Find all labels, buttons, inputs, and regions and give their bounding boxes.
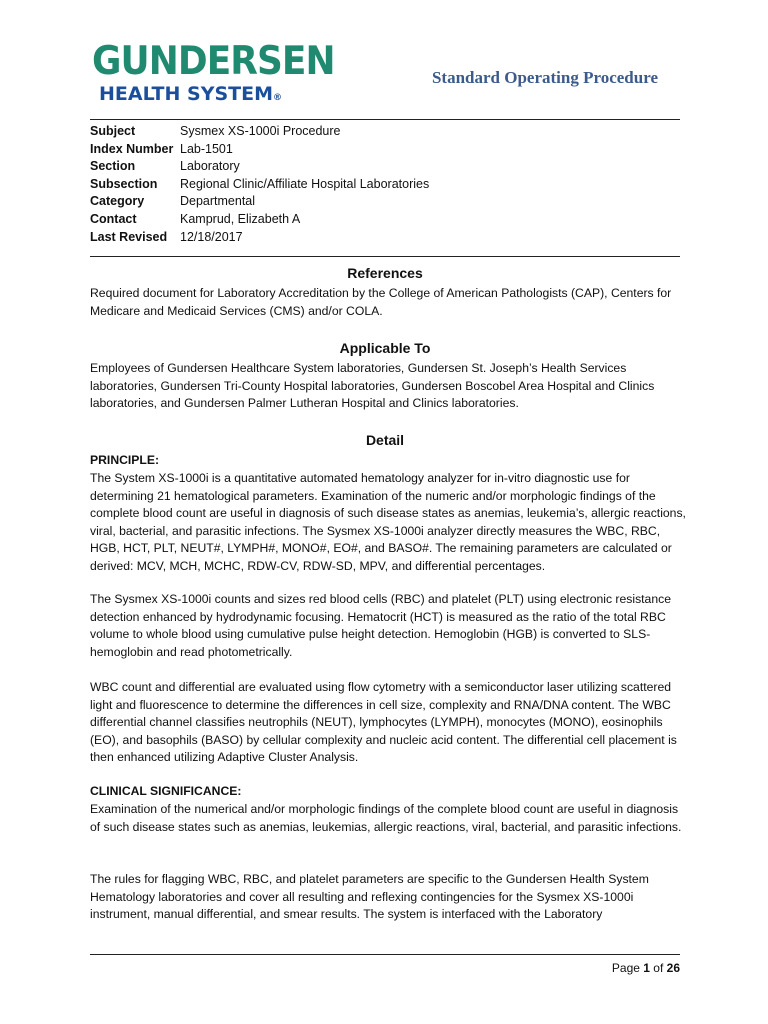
meta-row-section <box>90 158 429 176</box>
gundersen-logo <box>92 39 335 109</box>
meta-label: Contact <box>90 211 137 226</box>
meta-row-index-number <box>90 141 429 159</box>
meta-row-contact <box>90 211 429 229</box>
meta-value: Laboratory <box>180 159 240 174</box>
clinical-significance-label: CLINICAL SIGNIFICANCE: <box>90 784 242 798</box>
meta-value: Regional Clinic/Affiliate Hospital Laboratories <box>180 176 430 191</box>
logo-subtitle-text: HEALTH SYSTEM <box>99 83 273 105</box>
references-heading: References <box>347 265 423 281</box>
references-text: Required document for Laboratory Accreditation by the College of American Pathologists (CAP), Centers for Medicare and Medicaid Services (CMS) and/or COLA. <box>90 286 672 318</box>
footer-divider <box>90 954 680 955</box>
page-of: of <box>649 961 667 975</box>
metadata-divider <box>90 256 680 257</box>
header-divider <box>90 119 680 120</box>
clinical-paragraph-1: Examination of the numerical and/or morphologic findings of the complete blood count are useful in diagnosis of such disease states such as anemias, leukemias, allergic reactions, viral, bacterial, and parasitic infections. <box>90 802 682 834</box>
meta-label: Subject <box>90 124 136 138</box>
registered-mark: ® <box>273 93 282 103</box>
current-page: 1 <box>643 961 650 975</box>
applicable-to-text: Employees of Gundersen Healthcare System laboratories, Gundersen St. Joseph’s Health Services laboratories, Gundersen Tri-County Hospital laboratories, Gundersen Boscobel Area Hospital and Clinics laboratories, and Gundersen Palmer Lutheran Hospital and Clinics laboratories. <box>90 361 655 411</box>
meta-value: Sysmex XS-1000i Procedure <box>180 124 341 138</box>
logo-subtitle <box>99 83 322 109</box>
meta-row-category <box>90 193 429 211</box>
principle-label: PRINCIPLE: <box>90 453 160 467</box>
meta-value: Lab-1501 <box>180 141 233 156</box>
meta-row-subsection <box>90 176 429 194</box>
applicable-to-heading: Applicable To <box>339 340 431 356</box>
principle-paragraph-3: WBC count and differential are evaluated using flow cytometry with a semiconductor laser utilizing scattered light and fluorescence to determine the differences in cell size, complexity and RNA/DNA content. The WBC differential channel classifies neutrophils (NEUT), lymphocytes (LYMPH), monocytes (MONO), eosinophils (EO), and basophils (BASO) by cellular complexity and nucleic acid content. The differential cell placement is then enhanced utilizing Adaptive Cluster Analysis. <box>90 680 677 765</box>
meta-label: Category <box>90 194 145 209</box>
clinical-paragraph-2: The rules for flagging WBC, RBC, and platelet parameters are specific to the Gundersen Health System Hematology laboratories and cover all resulting and reflexing contingencies for the Sysmex XS-1000i instrument, manual differential, and smear results. The system is interfaced with the Laboratory <box>90 872 649 922</box>
meta-row-last-revised <box>90 229 429 247</box>
detail-heading: Detail <box>365 432 405 448</box>
meta-label: Last Revised <box>90 229 168 244</box>
meta-value: Kamprud, Elizabeth A <box>180 211 301 226</box>
document-type-title: Standard Operating Procedure <box>431 68 658 87</box>
meta-row-subject <box>90 123 429 141</box>
page-prefix: Page <box>611 961 644 975</box>
page-number <box>612 961 680 975</box>
principle-paragraph-2: The Sysmex XS-1000i counts and sizes red blood cells (RBC) and platelet (PLT) using electronic resistance detection enhanced by hydrodynamic focusing. Hematocrit (HCT) is measured as the ratio of the total RBC volume to whole blood using cumulative pulse height detection. Hemoglobin (HGB) is converted to SLS-hemoglobin and read photometrically. <box>90 592 671 659</box>
logo-wordmark: GUNDERSEN <box>92 39 335 84</box>
total-pages: 26 <box>666 961 680 975</box>
meta-label: Index Number <box>90 141 174 156</box>
metadata-table <box>90 123 429 246</box>
meta-label: Section <box>90 159 136 174</box>
principle-paragraph-1: The System XS-1000i is a quantitative automated hematology analyzer for in-vitro diagnostic use for determining 21 hematological parameters. Examination of the numeric and/or morphologic findings of the complete blood count are useful in diagnosis of such disease states as anemias, leukemia’s, allergic reactions, viral, bacterial, and parasitic infections. The Sysmex XS-1000i analyzer directly measures the WBC, RBC, HGB, HCT, PLT, NEUT#, LYMPH#, MONO#, EO#, and BASO#. The remaining parameters are calculated or derived: MCV, MCH, MCHC, RDW-CV, RDW-SD, MPV, and differential percentages. <box>90 471 686 573</box>
meta-value: 12/18/2017 <box>180 229 243 244</box>
meta-value: Departmental <box>180 194 256 209</box>
meta-label: Subsection <box>90 176 158 191</box>
